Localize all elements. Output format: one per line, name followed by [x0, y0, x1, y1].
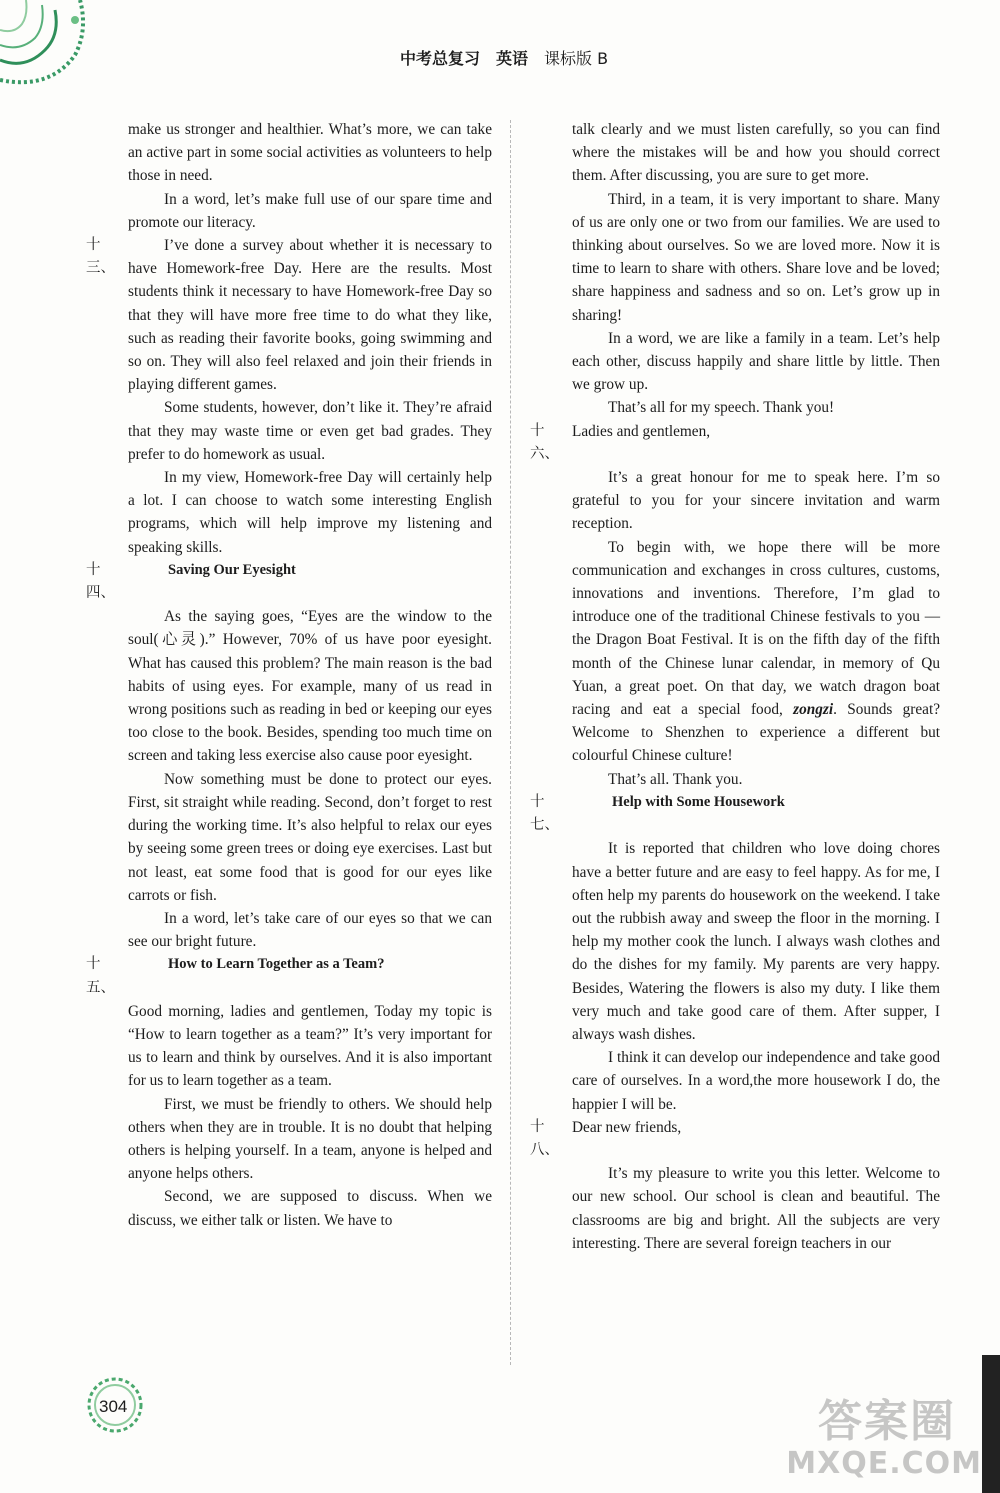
section-heading	[86, 559, 492, 605]
paragraph	[530, 1162, 940, 1255]
page-number-badge	[85, 1375, 145, 1435]
paragraph	[86, 1093, 492, 1186]
section-number: 十五、	[86, 956, 115, 996]
edge-bar	[982, 1355, 1000, 1493]
paragraph	[86, 396, 492, 466]
header-title: 中考总复习	[400, 49, 481, 68]
paragraph	[530, 536, 940, 768]
paragraph-text: First, we must be friendly to others. We should help others when they are in trouble. It is no doubt that helping others is helping yourself. In a team, anyone is helped and anyone helps others.	[128, 1095, 492, 1183]
paragraph-text: Second, we are supposed to discuss. When we discuss, we either talk or listen. We have to	[128, 1188, 492, 1229]
paragraph	[530, 396, 940, 419]
paragraph	[530, 327, 940, 397]
section-heading	[530, 791, 940, 837]
right-column	[530, 118, 940, 1255]
paragraph-continued: Good morning, ladies and gentlemen, Today my topic is “How to learn together as a team?” It’s very important for us to learn and think by ourselves. And it is also important for us to learn together as a team.	[128, 1002, 492, 1090]
column-divider	[510, 120, 511, 1365]
section-title: How to Learn Together as a Team?	[168, 956, 385, 973]
paragraph	[86, 907, 492, 953]
paragraph-text: I think it can develop our independence and take good care of ourselves. In a word,the more housework I do, the happier I will be.	[572, 1049, 940, 1113]
section-number: 十六、	[530, 422, 559, 462]
paragraph	[86, 768, 492, 907]
paragraph	[86, 605, 492, 767]
header-edition: 课标版 B	[544, 49, 609, 68]
section-number: 十七、	[530, 793, 559, 834]
paragraph	[86, 188, 492, 234]
numbered-paragraph	[530, 1116, 940, 1162]
paragraph-text: In my view, Homework-free Day will certainly help a lot. I can choose to watch some interesting English programs, which will help improve my listening and speaking skills.	[128, 469, 492, 556]
paragraph-text: It’s a great honour for me to speak here. I’m so grateful to you for your sincere invitation and warm reception.	[572, 469, 940, 533]
watermark-site: MXQE.COM	[786, 1446, 982, 1481]
paragraph	[530, 188, 940, 327]
paragraph-text: It’s my pleasure to write you this letter. Welcome to our new school. Our school is clean and beautiful. The classrooms are big and bright. All the subjects are very interesting. There are several foreign teachers in our	[572, 1165, 940, 1252]
section-heading	[86, 953, 492, 999]
paragraph-continued: make us stronger and healthier. What’s more, we can take an active part in some social activities as volunteers to help those in need.	[128, 121, 492, 185]
paragraph	[86, 1185, 492, 1231]
paragraph	[530, 768, 940, 791]
section-number: 十四、	[86, 561, 115, 602]
page-number: 304	[99, 1397, 128, 1416]
paragraph	[530, 466, 940, 536]
watermark	[746, 1375, 986, 1485]
paragraph	[86, 466, 492, 559]
numbered-paragraph	[530, 420, 940, 466]
paragraph	[530, 1046, 940, 1116]
section-number: 十三、	[86, 237, 115, 277]
paragraph-text: Some students, however, don’t like it. They’re afraid that they may waste time or even get bad grades. They prefer to do homework as usual.	[128, 399, 492, 463]
paragraph-text: In a word, we are like a family in a team. Let’s help each other, discuss happily and share little by little. Then we grow up.	[572, 329, 940, 394]
paragraph-text	[572, 536, 940, 768]
paragraph-text: As the saying goes, “Eyes are the window to the soul(心灵).” However, 70% of us have poor eyesight. What has caused this problem? The main reason is the bad habits of using eyes. For example, many of us read in wrong positions such as reading in bed or keeping our eyes too close to the book. Besides, spending too much time on screen and taking less exercise also cause poor eyesight.	[128, 608, 492, 765]
numbered-paragraph	[86, 234, 492, 396]
paragraph-text: Now something must be done to protect our eyes. First, sit straight while reading. Second, don’t forget to rest during the working time. It’s also helpful to relax our eyes by seeing some green trees or doing eye exercises. Last but not least, eat some food that is good for our eyes like carrots or fish.	[128, 770, 492, 904]
corner-decoration	[0, 0, 110, 95]
section-title: Saving Our Eyesight	[168, 561, 296, 578]
paragraph-continued: talk clearly and we must listen carefully, so you can find where the mistakes will be and how you should correct them. After discussing, you are sure to get more.	[572, 121, 940, 185]
running-header	[400, 46, 608, 72]
paragraph-text: I’ve done a survey about whether it is necessary to have Homework-free Day. Here are the results. Most students think it necessary to have Homework-free Day so that they will have more free time to do what they like, such as reading their favorite books, going swimming and so on. They will also feel relaxed and join their friends in playing different games.	[128, 237, 492, 394]
paragraph-text: Third, in a team, it is very important to share. Many of us are only one or two from our families. We are used to thinking about ourselves. So we are loved more. Now it is time to learn to share with others. Share love and be loved; share happiness and sadness and so on. Let’s grow up in sharing!	[572, 190, 940, 324]
paragraph-text: That’s all. Thank you.	[608, 770, 743, 788]
paragraph-text: In a word, let’s take care of our eyes so that we can see our bright future.	[128, 909, 492, 951]
paragraph-text: That’s all for my speech. Thank you!	[608, 399, 835, 417]
paragraph-text: Dear new friends,	[572, 1118, 682, 1136]
paragraph-text-part: To begin with, we hope there will be more communication and exchanges in cross cultures, customs, innovations and inventions. Therefore, I’m glad to introduce one of the traditional Chinese festivals to you — the Dragon Boat Festival. It is on the fifth day of the fifth month of the Chinese lunar calendar, in memory of Qu Yuan, a great poet. On that day, we watch dragon boat racing and eat a special food,	[572, 538, 940, 719]
paragraph-text: Ladies and gentlemen,	[572, 422, 711, 440]
section-title: Help with Some Housework	[612, 793, 785, 810]
paragraph-text-part: . Sounds great? Welcome to Shenzhen to experience a different but colourful Chinese culture!	[572, 701, 940, 765]
paragraph-text: It is reported that children who love doing chores have a better future and are easy to feel happy. As for me, I often help my parents do housework on the weekend. I take out the rubbish away and sweep the floor in the morning. I help my mother cook the lunch. I always wash clothes and do the dishes for my family. My parents are very happy. Besides, Watering the flowers is also my duty. I like them very much and take good care of them. After supper, I always wash dishes.	[572, 840, 940, 1043]
left-column	[86, 118, 492, 1232]
header-subject: 英语	[496, 49, 529, 68]
section-number: 十八、	[530, 1118, 559, 1158]
paragraph	[530, 837, 940, 1046]
italic-term: zongzi	[793, 701, 834, 719]
paragraph-text: In a word, let’s make full use of our spare time and promote our literacy.	[128, 190, 492, 231]
watermark-logo: 答案圈	[818, 1396, 956, 1447]
